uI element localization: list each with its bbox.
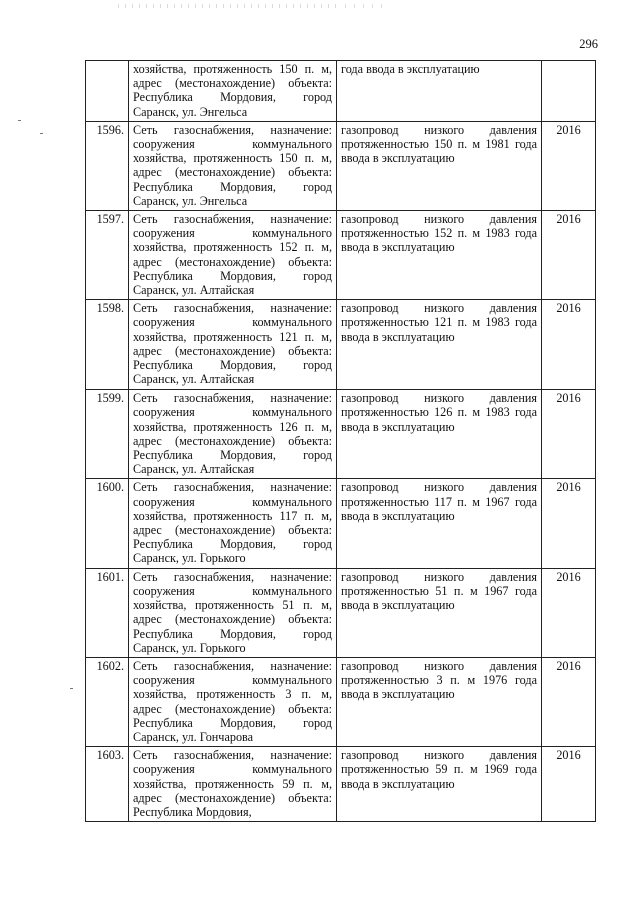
year-cell: 2016	[542, 121, 596, 210]
object-name-cell: Сеть газоснабжения, назначение: сооружения коммунального хозяйства, протяженность 117 п. м, адрес (местонахождение) объекта: Республика Мордовия, город Саранск, ул. Горького	[129, 479, 337, 568]
scan-artifact	[345, 4, 385, 8]
row-number: 1599.	[86, 390, 129, 479]
row-number: 1602.	[86, 657, 129, 746]
table-row	[86, 300, 596, 390]
row-number: 1596.	[86, 121, 129, 210]
year-cell: 2016	[542, 300, 596, 390]
page-number: 296	[579, 37, 598, 51]
object-description-cell: газопровод низкого давления протяженностью 59 п. м 1969 года ввода в эксплуатацию	[337, 747, 542, 822]
table-row	[86, 61, 596, 122]
scan-artifact	[118, 4, 338, 8]
year-cell	[542, 61, 596, 122]
table-row	[86, 479, 596, 568]
object-description-cell: газопровод низкого давления протяженностью 117 п. м 1967 года ввода в эксплуатацию	[337, 479, 542, 568]
object-description-cell: газопровод низкого давления протяженностью 121 п. м 1983 года ввода в эксплуатацию	[337, 300, 542, 390]
table-row	[86, 390, 596, 479]
object-name-cell: Сеть газоснабжения, назначение: сооружения коммунального хозяйства, протяженность 59 п. м, адрес (местонахождение) объекта: Республика Мордовия,	[129, 747, 337, 822]
object-description-cell: газопровод низкого давления протяженностью 150 п. м 1981 года ввода в эксплуатацию	[337, 121, 542, 210]
table-row	[86, 568, 596, 657]
object-description-cell: газопровод низкого давления протяженностью 126 п. м 1983 года ввода в эксплуатацию	[337, 390, 542, 479]
object-name-cell: Сеть газоснабжения, назначение: сооружения коммунального хозяйства, протяженность 3 п. м, адрес (местонахождение) объекта: Республика Мордовия, город Саранск, ул. Гончарова	[129, 657, 337, 746]
scan-dot	[18, 120, 21, 121]
object-description-cell: газопровод низкого давления протяженностью 51 п. м 1967 года ввода в эксплуатацию	[337, 568, 542, 657]
row-number: 1603.	[86, 747, 129, 822]
table-row	[86, 211, 596, 300]
year-cell: 2016	[542, 211, 596, 300]
object-name-cell: Сеть газоснабжения, назначение: сооружения коммунального хозяйства, протяженность 126 п. м, адрес (местонахождение) объекта: Республика Мордовия, город Саранск, ул. Алтайская	[129, 390, 337, 479]
object-description-cell: года ввода в эксплуатацию	[337, 61, 542, 122]
row-number: 1600.	[86, 479, 129, 568]
year-cell: 2016	[542, 568, 596, 657]
table-row	[86, 121, 596, 210]
scan-dot	[40, 133, 43, 134]
year-cell: 2016	[542, 479, 596, 568]
property-registry-table	[85, 60, 596, 822]
scan-dot	[70, 688, 73, 689]
year-cell: 2016	[542, 747, 596, 822]
object-name-cell: Сеть газоснабжения, назначение: сооружения коммунального хозяйства, протяженность 152 п. м, адрес (местонахождение) объекта: Республика Мордовия, город Саранск, ул. Алтайская	[129, 211, 337, 300]
row-number: 1601.	[86, 568, 129, 657]
row-number: 1598.	[86, 300, 129, 390]
object-name-cell: хозяйства, протяженность 150 п. м, адрес (местонахождение) объекта: Республика Мордовия, город Саранск, ул. Энгельса	[129, 61, 337, 122]
object-name-cell: Сеть газоснабжения, назначение: сооружения коммунального хозяйства, протяженность 121 п. м, адрес (местонахождение) объекта: Республика Мордовия, город Саранск, ул. Алтайская	[129, 300, 337, 390]
object-name-cell: Сеть газоснабжения, назначение: сооружения коммунального хозяйства, протяженность 150 п. м, адрес (местонахождение) объекта: Республика Мордовия, город Саранск, ул. Энгельса	[129, 121, 337, 210]
row-number	[86, 61, 129, 122]
year-cell: 2016	[542, 390, 596, 479]
row-number: 1597.	[86, 211, 129, 300]
table-row	[86, 747, 596, 822]
table-row	[86, 657, 596, 746]
object-name-cell: Сеть газоснабжения, назначение: сооружения коммунального хозяйства, протяженность 51 п. м, адрес (местонахождение) объекта: Республика Мордовия, город Саранск, ул. Горького	[129, 568, 337, 657]
object-description-cell: газопровод низкого давления протяженностью 3 п. м 1976 года ввода в эксплуатацию	[337, 657, 542, 746]
object-description-cell: газопровод низкого давления протяженностью 152 п. м 1983 года ввода в эксплуатацию	[337, 211, 542, 300]
year-cell: 2016	[542, 657, 596, 746]
